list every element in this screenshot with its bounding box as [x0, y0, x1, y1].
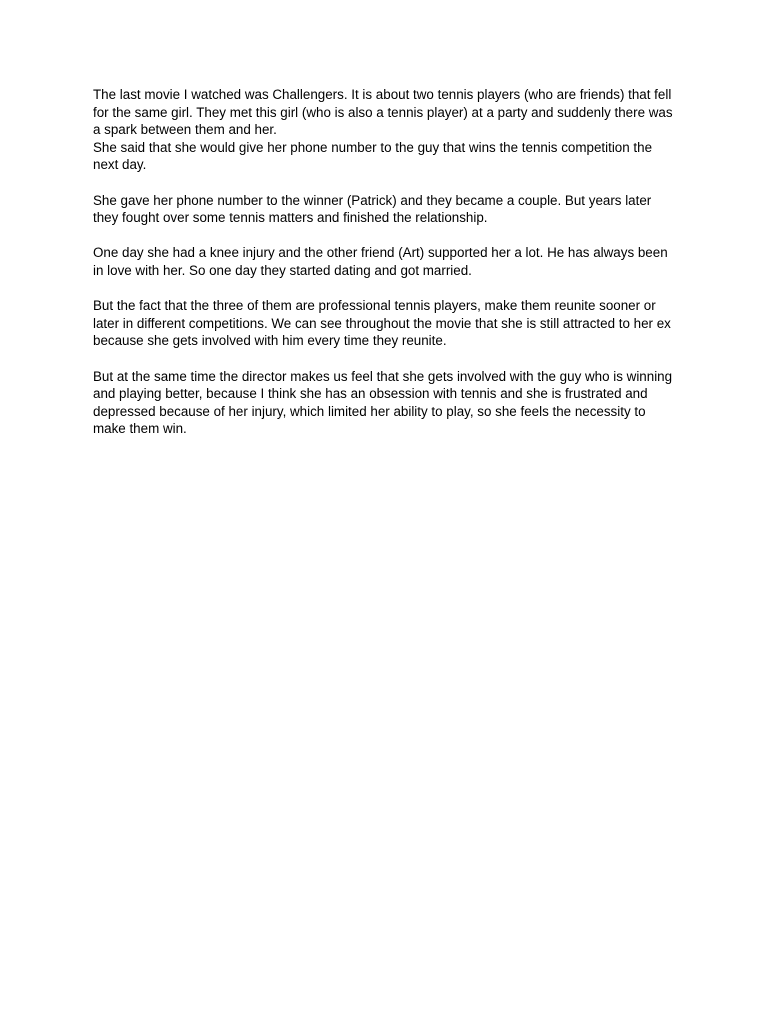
- paragraph-intro: The last movie I watched was Challengers. It is about two tennis players (who are friends) that fell for the same girl. They met this girl (who is also a tennis player) at a party and suddenly there was a spark between them and her.: [93, 87, 673, 138]
- paragraph-reunite: But the fact that the three of them are professional tennis players, make them reunite sooner or later in different competitions. We can see throughout the movie that she is still attracted to her ex because she gets involved with him every time they reunite.: [93, 298, 671, 349]
- document-body: [93, 86, 678, 455]
- paragraph-knee-injury: One day she had a knee injury and the other friend (Art) supported her a lot. He has always been in love with her. So one day they started dating and got married.: [93, 245, 668, 278]
- paragraph-director: But at the same time the director makes us feel that she gets involved with the guy who is winning and playing better, because I think she has an obsession with tennis and she is frustrated and depressed because of her injury, which limited her ability to play, so she feels the necessity to make them win.: [93, 368, 673, 437]
- paragraph-couple: She gave her phone number to the winner (Patrick) and they became a couple. But years later they fought over some tennis matters and finished the relationship.: [93, 192, 652, 226]
- paragraph-phone-promise: She said that she would give her phone number to the guy that wins the tennis competition the next day.: [93, 139, 653, 173]
